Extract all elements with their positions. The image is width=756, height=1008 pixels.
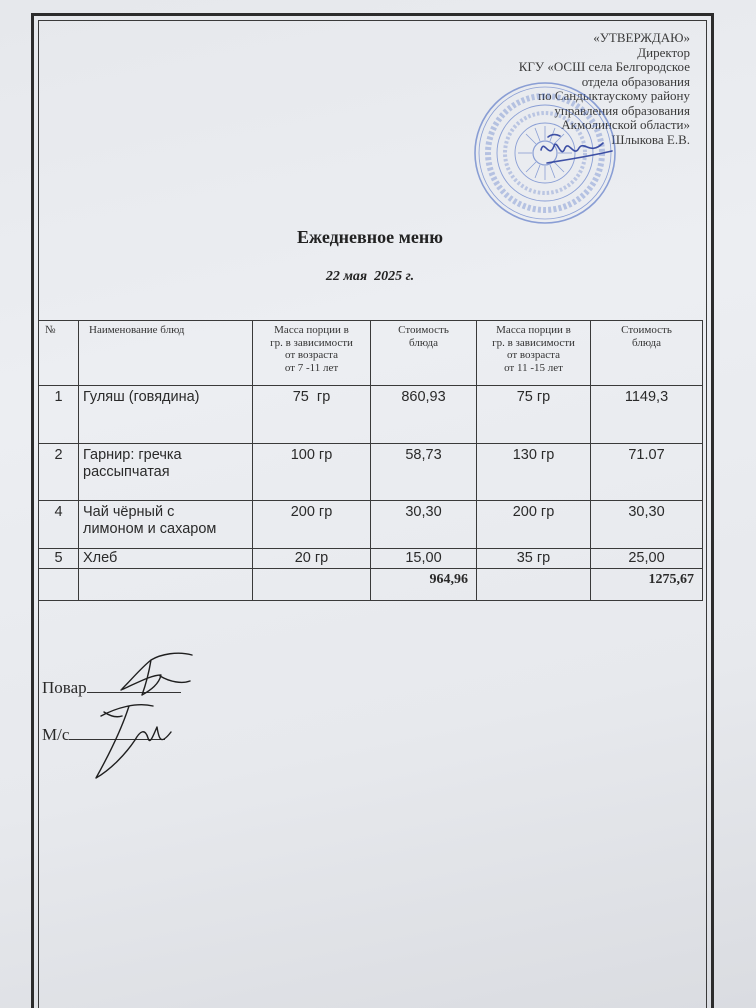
- table-row: [39, 549, 703, 569]
- header-cost-7-11: Стоимость блюда: [371, 321, 477, 386]
- cost-11-15: 71.07: [591, 444, 703, 501]
- cost-7-11: 860,93: [371, 386, 477, 444]
- nurse-signature-line: [42, 725, 165, 745]
- mass-7-11: 75 гр: [253, 386, 371, 444]
- stamp-emblem-center: [533, 141, 557, 165]
- row-number: 5: [39, 549, 79, 569]
- table-row: [39, 501, 703, 549]
- total-cost-11-15: 1275,67: [591, 569, 703, 601]
- nurse-label: М/с: [42, 725, 70, 744]
- header-dish-name: Наименование блюд: [79, 321, 253, 386]
- approval-line: по Сандыктаускому району: [538, 88, 690, 103]
- header-mass-7-11: Масса порции в гр. в зависимости от возраста от 7 -11 лет: [253, 321, 371, 386]
- dish-name: Хлеб: [79, 549, 253, 569]
- approval-line: «УТВЕРЖДАЮ»: [593, 30, 690, 45]
- dish-name: Гуляш (говядина): [79, 386, 253, 444]
- header-cost-11-15: Стоимость блюда: [591, 321, 703, 386]
- cost-11-15: 30,30: [591, 501, 703, 549]
- nurse-signature-underline: [69, 727, 165, 740]
- menu-table: [38, 320, 703, 601]
- approval-line: Акмолинской области»: [561, 117, 690, 132]
- stamp-ring: [497, 105, 593, 201]
- mass-11-15: 200 гр: [477, 501, 591, 549]
- official-stamp: [470, 78, 620, 228]
- cost-11-15: 1149,3: [591, 386, 703, 444]
- cook-signature-underline: [87, 680, 181, 693]
- approval-line: Шлыкова Е.В.: [611, 131, 690, 147]
- approval-line: отдела образования: [581, 73, 690, 89]
- stamp-emblem-rays: [518, 126, 572, 180]
- cook-signature-line: [42, 678, 181, 698]
- stamp-outer-ring: [475, 83, 615, 223]
- document-date: 22 мая 2025 г.: [325, 269, 415, 284]
- row-number: 2: [39, 444, 79, 501]
- mass-7-11: 20 гр: [253, 549, 371, 569]
- mass-7-11: 100 гр: [253, 444, 371, 501]
- table-row: [39, 386, 703, 444]
- totals-empty-cell: [253, 569, 371, 601]
- row-number: 4: [39, 501, 79, 549]
- totals-row: [39, 569, 703, 601]
- mass-7-11: 200 гр: [253, 501, 371, 549]
- totals-empty-cell: [477, 569, 591, 601]
- mass-11-15: 130 гр: [477, 444, 591, 501]
- totals-empty-cell: [79, 569, 253, 601]
- approval-line: КГУ «ОСШ села Белгородское: [518, 59, 690, 74]
- stamp-ring: [479, 87, 611, 219]
- dish-name: Чай чёрный с лимоном и сахаром: [79, 501, 253, 549]
- approval-line: управления образования: [554, 102, 690, 118]
- table-header-row: [39, 321, 703, 386]
- mass-11-15: 35 гр: [477, 549, 591, 569]
- stamp-inner-text-ring: [505, 113, 585, 193]
- approval-line: Директор: [637, 44, 690, 60]
- totals-empty-cell: [39, 569, 79, 601]
- cook-label: Повар: [42, 678, 87, 697]
- table-row: [39, 444, 703, 501]
- cost-11-15: 25,00: [591, 549, 703, 569]
- document-title: Ежедневное меню: [297, 227, 443, 247]
- cost-7-11: 30,30: [371, 501, 477, 549]
- row-number: 1: [39, 386, 79, 444]
- cost-7-11: 15,00: [371, 549, 477, 569]
- dish-name: Гарнир: гречка рассыпчатая: [79, 444, 253, 501]
- mass-11-15: 75 гр: [477, 386, 591, 444]
- cost-7-11: 58,73: [371, 444, 477, 501]
- total-cost-7-11: 964,96: [371, 569, 477, 601]
- header-mass-11-15: Масса порции в гр. в зависимости от возраста от 11 -15 лет: [477, 321, 591, 386]
- header-number: №: [39, 321, 79, 386]
